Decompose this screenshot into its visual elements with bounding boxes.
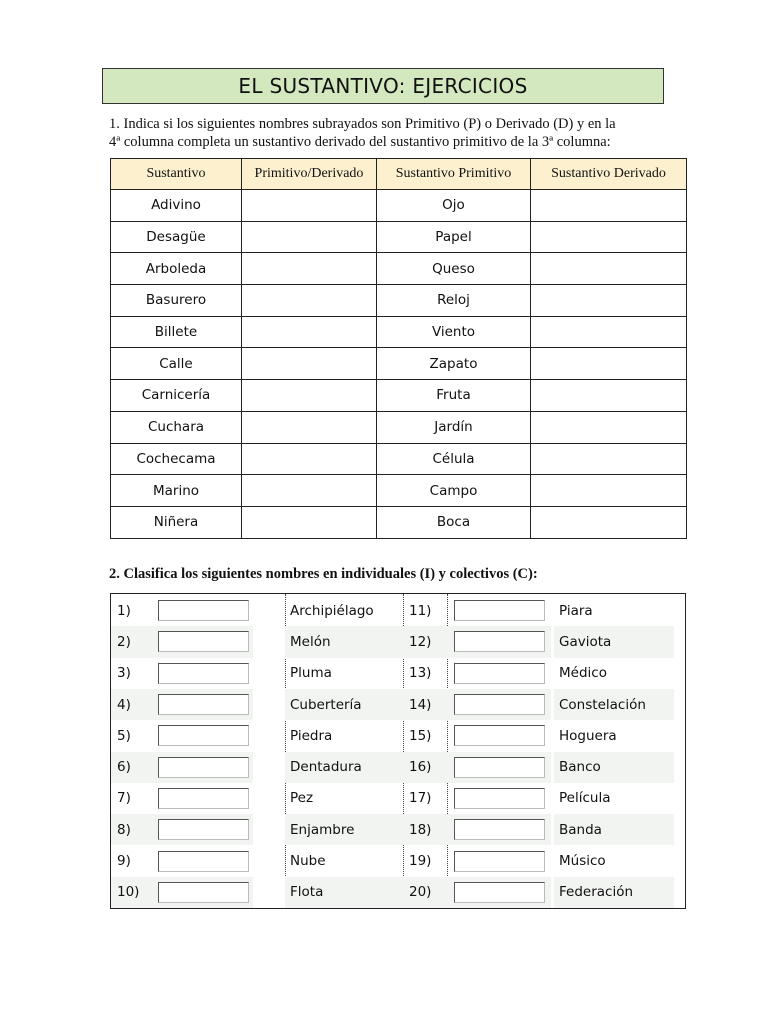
answer-input[interactable] xyxy=(454,663,545,684)
item-number: 16) xyxy=(403,752,447,783)
table-row xyxy=(111,475,687,507)
answer-cell xyxy=(447,658,551,689)
page-title: EL SUSTANTIVO: EJERCICIOS xyxy=(102,68,664,104)
answer-input[interactable] xyxy=(454,882,545,903)
item-number: 1) xyxy=(117,602,131,619)
item-number: 9) xyxy=(117,853,131,870)
sustantivo-derivado-cell[interactable] xyxy=(531,506,687,538)
exercise1-instruction xyxy=(109,115,689,151)
primitivo-derivado-cell[interactable] xyxy=(242,253,377,285)
answer-cell xyxy=(153,689,253,720)
sustantivo-cell: Calle xyxy=(111,348,242,380)
sustantivo-cell: Niñera xyxy=(111,506,242,538)
sustantivo-derivado-cell[interactable] xyxy=(531,380,687,412)
primitivo-derivado-cell[interactable] xyxy=(242,221,377,253)
sustantivo-primitivo-cell: Fruta xyxy=(377,380,531,412)
noun-label: Flota xyxy=(285,877,403,908)
answer-cell xyxy=(153,626,253,657)
sustantivo-cell: Basurero xyxy=(111,285,242,317)
primitivo-derivado-cell[interactable] xyxy=(242,506,377,538)
item-number: 3) xyxy=(117,665,131,682)
sustantivo-derivado-cell[interactable] xyxy=(531,253,687,285)
sustantivo-primitivo-cell: Campo xyxy=(377,475,531,507)
answer-cell xyxy=(447,595,551,626)
table-row xyxy=(111,380,687,412)
answer-cell xyxy=(153,720,253,751)
sustantivo-derivado-cell[interactable] xyxy=(531,475,687,507)
sustantivo-primitivo-cell: Viento xyxy=(377,316,531,348)
table-row xyxy=(111,253,687,285)
list-item xyxy=(111,877,685,908)
item-number: 2) xyxy=(111,626,153,657)
primitivo-derivado-cell[interactable] xyxy=(242,443,377,475)
exercise2-instruction: 2. Clasifica los siguientes nombres en individuales (I) y colectivos (C): xyxy=(109,566,538,582)
answer-cell xyxy=(447,689,551,720)
noun-label: Cubertería xyxy=(285,689,403,720)
sustantivo-primitivo-cell: Célula xyxy=(377,443,531,475)
sustantivo-cell: Cochecama xyxy=(111,443,242,475)
primitivo-derivado-cell[interactable] xyxy=(242,475,377,507)
primitivo-derivado-cell[interactable] xyxy=(242,285,377,317)
answer-input[interactable] xyxy=(158,757,249,778)
item-number: 13) xyxy=(409,665,432,682)
sustantivo-primitivo-cell: Boca xyxy=(377,506,531,538)
sustantivo-primitivo-cell: Ojo xyxy=(377,190,531,222)
item-number: 20) xyxy=(403,877,447,908)
noun-label: Pez xyxy=(290,790,314,807)
list-item xyxy=(111,658,685,689)
answer-cell xyxy=(447,626,551,657)
item-number: 5) xyxy=(117,727,131,744)
primitivo-derivado-cell[interactable] xyxy=(242,316,377,348)
noun-label: Película xyxy=(559,790,611,807)
header-sustantivo-primitivo: Sustantivo Primitivo xyxy=(377,159,531,190)
answer-input[interactable] xyxy=(454,694,545,715)
item-number: 6) xyxy=(111,752,153,783)
noun-label: Gaviota xyxy=(554,626,674,657)
answer-input[interactable] xyxy=(158,725,249,746)
sustantivo-cell: Cuchara xyxy=(111,411,242,443)
table-row xyxy=(111,285,687,317)
item-number: 15) xyxy=(409,727,432,744)
noun-label: Piedra xyxy=(290,727,333,744)
table-row xyxy=(111,411,687,443)
sustantivo-derivado-cell[interactable] xyxy=(531,190,687,222)
primitivo-derivado-cell[interactable] xyxy=(242,380,377,412)
item-number: 19) xyxy=(409,853,432,870)
list-item xyxy=(111,814,685,845)
exercise1-table xyxy=(110,158,687,539)
item-number: 14) xyxy=(403,689,447,720)
exercise1-instruction-line1: 1. Indica si los siguientes nombres subrayados son Primitivo (P) o Derivado (D) y en la xyxy=(109,116,616,132)
header-primitivo-derivado: Primitivo/Derivado xyxy=(242,159,377,190)
table-row xyxy=(111,316,687,348)
answer-input[interactable] xyxy=(158,600,249,621)
sustantivo-primitivo-cell: Zapato xyxy=(377,348,531,380)
item-number: 11) xyxy=(409,602,432,619)
noun-label: Músico xyxy=(559,853,606,870)
header-sustantivo-derivado: Sustantivo Derivado xyxy=(531,159,687,190)
table-row xyxy=(111,190,687,222)
primitivo-derivado-cell[interactable] xyxy=(242,190,377,222)
answer-input[interactable] xyxy=(158,631,249,652)
answer-cell xyxy=(153,783,253,814)
table-row xyxy=(111,348,687,380)
sustantivo-derivado-cell[interactable] xyxy=(531,221,687,253)
sustantivo-cell: Adivino xyxy=(111,190,242,222)
item-number: 7) xyxy=(117,790,131,807)
answer-cell xyxy=(447,845,551,876)
answer-input[interactable] xyxy=(158,851,249,872)
sustantivo-derivado-cell[interactable] xyxy=(531,316,687,348)
noun-label: Melón xyxy=(285,626,403,657)
item-number: 18) xyxy=(403,814,447,845)
answer-input[interactable] xyxy=(158,788,249,809)
table-row xyxy=(111,443,687,475)
item-number: 12) xyxy=(403,626,447,657)
answer-cell xyxy=(447,720,551,751)
list-item xyxy=(111,689,685,720)
primitivo-derivado-cell[interactable] xyxy=(242,348,377,380)
sustantivo-cell: Desagüe xyxy=(111,221,242,253)
list-item xyxy=(111,626,685,657)
sustantivo-derivado-cell[interactable] xyxy=(531,285,687,317)
answer-cell xyxy=(153,752,253,783)
sustantivo-derivado-cell[interactable] xyxy=(531,348,687,380)
noun-label: Banco xyxy=(554,752,674,783)
answer-cell xyxy=(153,814,253,845)
sustantivo-cell: Arboleda xyxy=(111,253,242,285)
sustantivo-cell: Marino xyxy=(111,475,242,507)
answer-cell xyxy=(153,595,253,626)
exercise2-table xyxy=(110,593,686,909)
answer-input[interactable] xyxy=(158,663,249,684)
sustantivo-primitivo-cell: Queso xyxy=(377,253,531,285)
noun-label: Nube xyxy=(290,853,326,870)
noun-label: Médico xyxy=(559,665,607,682)
item-number: 4) xyxy=(111,689,153,720)
answer-input[interactable] xyxy=(454,725,545,746)
exercise1-header-row xyxy=(111,159,687,190)
noun-label: Piara xyxy=(559,602,593,619)
answer-input[interactable] xyxy=(454,819,545,840)
answer-cell xyxy=(447,783,551,814)
noun-label: Enjambre xyxy=(285,814,403,845)
answer-input[interactable] xyxy=(454,757,545,778)
list-item xyxy=(111,752,685,783)
item-number: 17) xyxy=(409,790,432,807)
exercise1-instruction-line2: 4ª columna completa un sustantivo derivado del sustantivo primitivo de la 3ª columna: xyxy=(109,134,611,150)
sustantivo-derivado-cell[interactable] xyxy=(531,411,687,443)
header-sustantivo: Sustantivo xyxy=(111,159,242,190)
sustantivo-primitivo-cell: Reloj xyxy=(377,285,531,317)
primitivo-derivado-cell[interactable] xyxy=(242,411,377,443)
noun-label: Hoguera xyxy=(559,727,617,744)
list-item xyxy=(111,783,685,814)
sustantivo-cell: Carnicería xyxy=(111,380,242,412)
sustantivo-primitivo-cell: Papel xyxy=(377,221,531,253)
list-item xyxy=(111,720,685,751)
sustantivo-cell: Billete xyxy=(111,316,242,348)
answer-cell xyxy=(447,752,551,783)
answer-input[interactable] xyxy=(158,882,249,903)
noun-label: Archipiélago xyxy=(290,602,374,619)
answer-cell xyxy=(153,658,253,689)
answer-cell xyxy=(447,877,551,908)
noun-label: Pluma xyxy=(290,665,332,682)
answer-input[interactable] xyxy=(454,788,545,809)
noun-label: Constelación xyxy=(554,689,674,720)
answer-input[interactable] xyxy=(158,694,249,715)
table-row xyxy=(111,506,687,538)
list-item xyxy=(111,595,685,626)
answer-input[interactable] xyxy=(454,851,545,872)
answer-input[interactable] xyxy=(454,631,545,652)
table-row xyxy=(111,221,687,253)
noun-label: Banda xyxy=(554,814,674,845)
answer-cell xyxy=(153,845,253,876)
answer-cell xyxy=(447,814,551,845)
item-number: 10) xyxy=(111,877,153,908)
list-item xyxy=(111,845,685,876)
noun-label: Dentadura xyxy=(285,752,403,783)
answer-cell xyxy=(153,877,253,908)
exercise1-body xyxy=(111,190,687,539)
noun-label: Federación xyxy=(554,877,674,908)
item-number: 8) xyxy=(111,814,153,845)
sustantivo-derivado-cell[interactable] xyxy=(531,443,687,475)
answer-input[interactable] xyxy=(454,600,545,621)
answer-input[interactable] xyxy=(158,819,249,840)
sustantivo-primitivo-cell: Jardín xyxy=(377,411,531,443)
